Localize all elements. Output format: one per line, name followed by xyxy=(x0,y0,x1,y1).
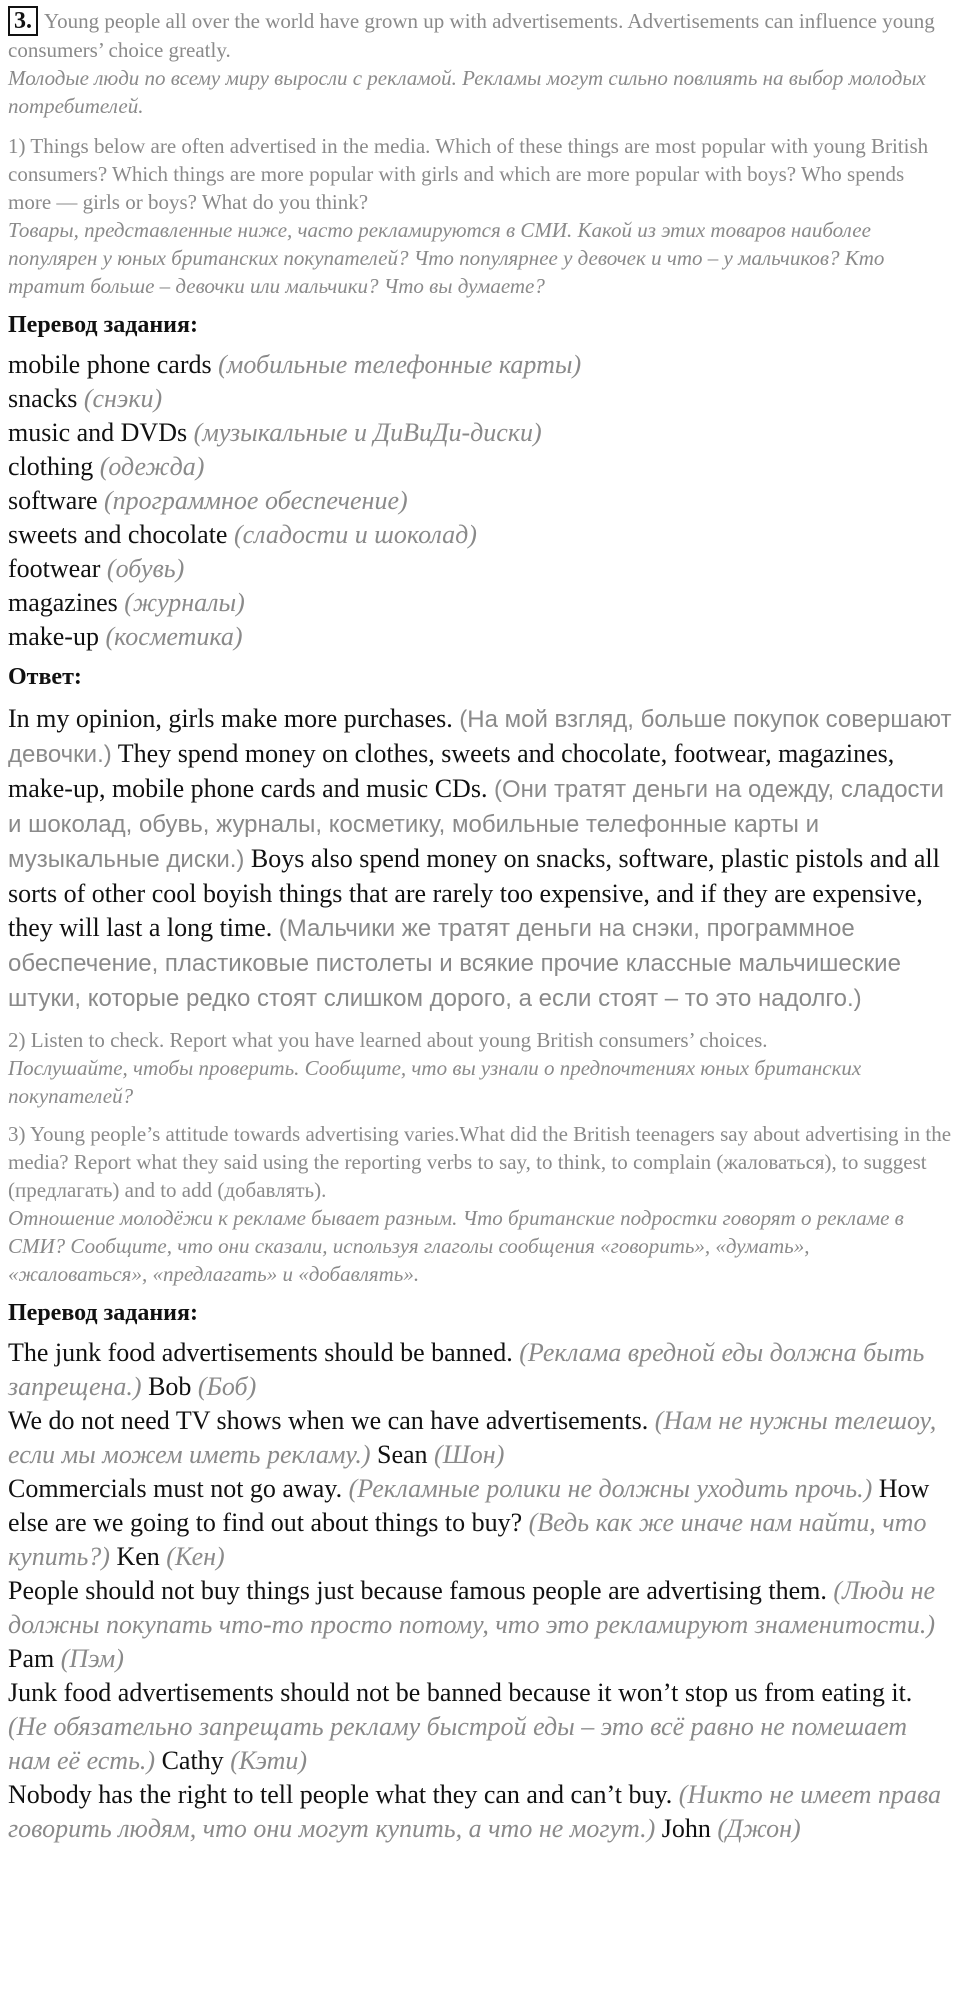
quote-ru: (Рекламные ролики не должны уходить прочь.) xyxy=(348,1474,873,1503)
list-item xyxy=(8,586,952,620)
item-ru: (программное обеспечение) xyxy=(104,486,408,515)
speaker-name: Ken xyxy=(116,1542,160,1571)
speaker-name-ru: (Пэм) xyxy=(60,1644,124,1673)
quote xyxy=(8,1404,952,1472)
translation-heading: Перевод задания: xyxy=(8,312,198,338)
item-en: clothing xyxy=(8,452,94,481)
list-item xyxy=(8,416,952,450)
quote-en: The junk food advertisements should be banned. xyxy=(8,1338,513,1367)
question-1-ru: Товары, представленные ниже, часто рекламируются в СМИ. Какой из этих товаров наиболее популярен у юных британских покупателей? Что популярнее у девочек и что – у мальчиков? Кто тратит больше – девочки или мальчики? Что вы думаете? xyxy=(8,218,885,298)
quote xyxy=(8,1676,952,1778)
speaker-name: Cathy xyxy=(161,1746,224,1775)
translation-heading-2: Перевод задания: xyxy=(8,1300,198,1326)
item-en: make-up xyxy=(8,622,99,651)
quote-ru: (Нам не нужны телешоу, если мы можем иметь рекламу.) xyxy=(8,1406,937,1469)
speaker-name: Pam xyxy=(8,1644,55,1673)
quote-en: How else are we going to find out about things to buy? xyxy=(8,1474,930,1537)
speaker-name: Sean xyxy=(376,1440,428,1469)
speaker-name-ru: (Боб) xyxy=(197,1372,257,1401)
task3-intro xyxy=(8,6,952,64)
speaker-name-ru: (Кэти) xyxy=(230,1746,308,1775)
list-item xyxy=(8,348,952,382)
answer-paragraph xyxy=(8,702,952,1016)
list-item xyxy=(8,518,952,552)
item-ru: (косметика) xyxy=(105,622,243,651)
quote-en: Nobody has the right to tell people what they can and can’t buy. xyxy=(8,1780,673,1809)
speaker-name: John xyxy=(661,1814,711,1843)
quote xyxy=(8,1336,952,1404)
answer-ru: (Они тратят деньги на одежду, сладости и шоколад, обувь, журналы, косметику, мобильные телефонные карты и музыкальные диски.) xyxy=(8,776,944,873)
answer-heading: Ответ: xyxy=(8,664,82,690)
item-ru: (музыкальные и ДиВиДи-диски) xyxy=(193,418,542,447)
speaker-name: Bob xyxy=(148,1372,192,1401)
quote-ru: (Не обязательно запрещать рекламу быстрой еды – это всё равно не помешает нам её есть.) xyxy=(8,1712,908,1775)
speaker-name-ru: (Кен) xyxy=(166,1542,225,1571)
worksheet-page xyxy=(8,6,952,1846)
answer-en: They spend money on clothes, sweets and chocolate, footwear, magazines, make-up, mobile phone cards and music CDs. xyxy=(8,739,895,803)
quote xyxy=(8,1778,952,1846)
item-en: sweets and chocolate xyxy=(8,520,228,549)
task3-intro-ru: Молодые люди по всему миру выросли с рекламой. Рекламы могут сильно повлиять на выбор молодых потребителей. xyxy=(8,66,926,118)
quote-ru: (Люди не должны покупать что-то просто потому, что это рекламируют знаменитости.) xyxy=(8,1576,936,1639)
item-ru: (обувь) xyxy=(106,554,185,583)
answer-en: Boys also spend money on snacks, software, plastic pistols and all sorts of other cool boyish things that are rarely too expensive, and if they are expensive, they will last a long time. xyxy=(8,844,940,942)
list-item xyxy=(8,382,952,416)
item-ru: (журналы) xyxy=(124,588,245,617)
quote-en: Junk food advertisements should not be banned because it won’t stop us from eating it. xyxy=(8,1678,913,1707)
quote-list xyxy=(8,1336,952,1846)
item-ru: (сладости и шоколад) xyxy=(233,520,477,549)
item-en: software xyxy=(8,486,98,515)
task3-intro-en: Young people all over the world have grown up with advertisements. Advertisements can influence young consumers’ choice greatly. xyxy=(8,9,935,62)
item-en: magazines xyxy=(8,588,118,617)
list-item xyxy=(8,620,952,654)
item-en: snacks xyxy=(8,384,78,413)
item-list xyxy=(8,348,952,654)
task-number: 3. xyxy=(8,6,38,36)
item-ru: (снэки) xyxy=(83,384,163,413)
speaker-name-ru: (Шон) xyxy=(434,1440,505,1469)
answer-en: In my opinion, girls make more purchases. xyxy=(8,704,453,733)
quote-ru: (Ведь как же иначе нам найти, что купить?) xyxy=(8,1508,927,1571)
quote xyxy=(8,1574,952,1676)
answer-ru: (На мой взгляд, больше покупок совершают девочки.) xyxy=(8,706,952,768)
question-1-en: 1) Things below are often advertised in the media. Which of these things are most popular with young British consumers? Which things are more popular with girls and which are more popular with boys? Who spends more — girls or boys? What do you think? xyxy=(8,134,929,214)
list-item xyxy=(8,484,952,518)
list-item xyxy=(8,450,952,484)
question-3-ru: Отношение молодёжи к рекламе бывает разным. Что британские подростки говорят о рекламе в СМИ? Сообщите, что они сказали, используя глаголы сообщения «говорить», «думать», «жаловаться», «предлагать» и «добавлять». xyxy=(8,1206,904,1286)
quote-ru: (Реклама вредной еды должна быть запрещена.) xyxy=(8,1338,925,1401)
item-ru: (одежда) xyxy=(99,452,205,481)
item-ru: (мобильные телефонные карты) xyxy=(218,350,582,379)
answer-ru: (Мальчики же тратят деньги на снэки, программное обеспечение, пластиковые пистолеты и всякие прочие классные мальчишеские штуки, которые редко стоят слишком дорого, а если стоят – то это надолго.) xyxy=(8,915,901,1012)
speaker-name-ru: (Джон) xyxy=(717,1814,801,1843)
item-en: music and DVDs xyxy=(8,418,188,447)
question-2-en: 2) Listen to check. Report what you have learned about young British consumers’ choices. xyxy=(8,1028,768,1052)
quote-ru: (Никто не имеет права говорить людям, что они могут купить, а что не могут.) xyxy=(8,1780,941,1843)
quote-en: People should not buy things just because famous people are advertising them. xyxy=(8,1576,827,1605)
question-3-en: 3) Young people’s attitude towards advertising varies.What did the British teenagers say about advertising in the media? Report what they said using the reporting verbs to say, to think, to complain (жаловаться), to suggest (предлагать) and to add (добавлять). xyxy=(8,1122,952,1202)
item-en: footwear xyxy=(8,554,101,583)
question-2-ru: Послушайте, чтобы проверить. Сообщите, что вы узнали о предпочтениях юных британских покупателей? xyxy=(8,1056,862,1108)
quote-en: We do not need TV shows when we can have advertisements. xyxy=(8,1406,649,1435)
quote xyxy=(8,1472,952,1574)
item-en: mobile phone cards xyxy=(8,350,212,379)
list-item xyxy=(8,552,952,586)
quote-en: Commercials must not go away. xyxy=(8,1474,343,1503)
